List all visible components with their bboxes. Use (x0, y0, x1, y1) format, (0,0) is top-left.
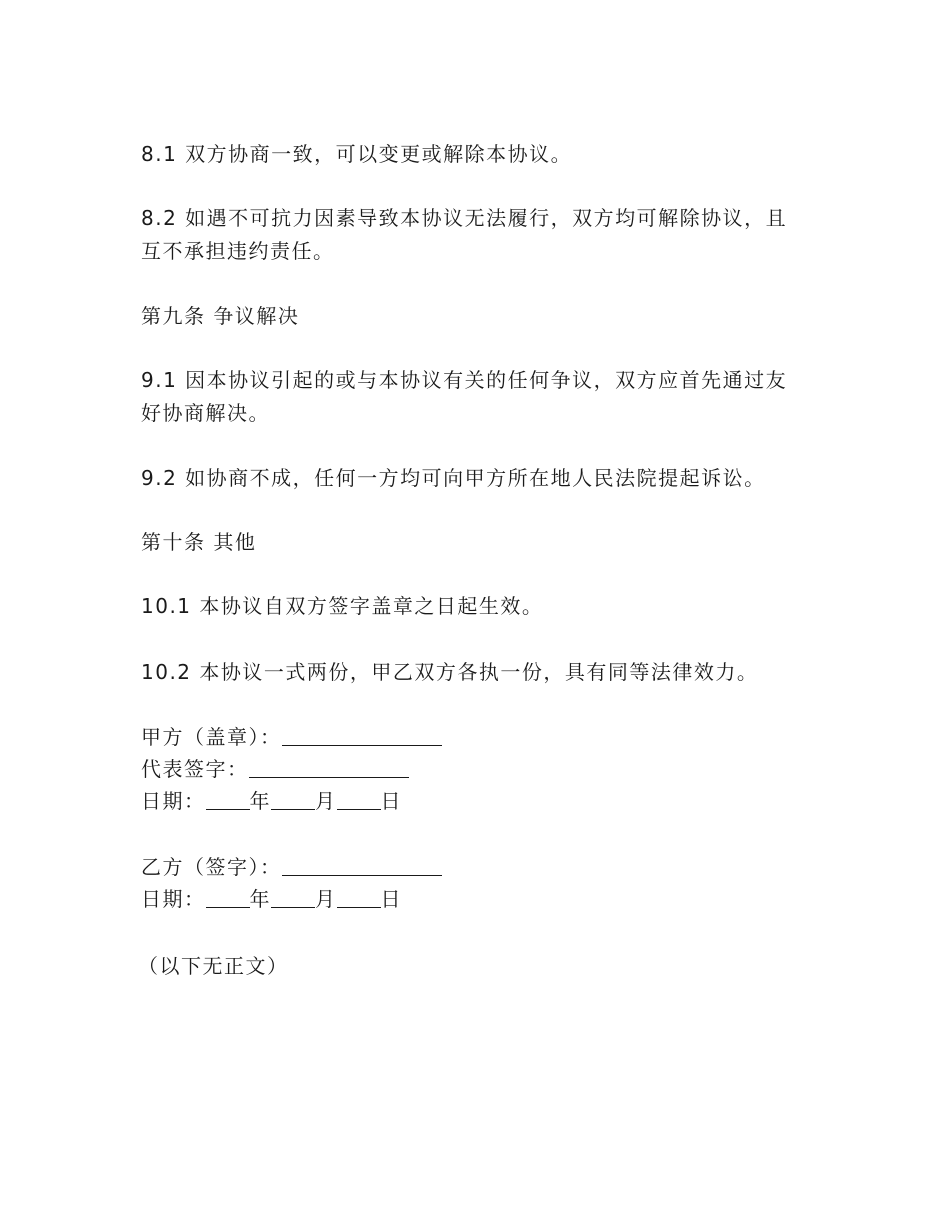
month-blank (271, 789, 315, 810)
month-label: 月 (315, 789, 337, 813)
month-blank (271, 887, 315, 908)
article-10-title: 第十条 其他 (141, 530, 257, 554)
day-blank (337, 789, 381, 810)
clause-10-1: 10.1 本协议自双方签字盖章之日起生效。 (141, 594, 544, 618)
year-label: 年 (249, 887, 271, 911)
representative-label: 代表签字： (141, 757, 249, 781)
clause-9-2: 9.2 如协商不成，任何一方均可向甲方所在地人民法院提起诉讼。 (141, 466, 766, 490)
party-b-label: 乙方（签字）： (141, 855, 282, 879)
party-a-blank (282, 725, 442, 746)
date-label: 日期： (141, 789, 206, 813)
year-blank (206, 887, 250, 908)
closing-note: （以下无正文） (138, 954, 289, 978)
party-b-blank (282, 855, 442, 876)
party-a-seal-line (141, 722, 442, 753)
clause-8-1: 8.1 双方协商一致，可以变更或解除本协议。 (141, 142, 573, 166)
party-b-date-line (141, 884, 402, 915)
day-label: 日 (380, 789, 402, 813)
year-label: 年 (249, 789, 271, 813)
clause-8-2-line-1: 8.2 如遇不可抗力因素导致本协议无法履行，双方均可解除协议，且 (141, 206, 788, 230)
clause-10-2: 10.2 本协议一式两份，甲乙双方各执一份，具有同等法律效力。 (141, 660, 759, 684)
party-a-label: 甲方（盖章）： (141, 725, 282, 749)
party-b-signature-line (141, 852, 442, 883)
date-label: 日期： (141, 887, 206, 911)
day-blank (337, 887, 381, 908)
clause-9-1-line-2: 好协商解决。 (141, 401, 270, 425)
representative-blank (249, 757, 409, 778)
clause-9-1-line-1: 9.1 因本协议引起的或与本协议有关的任何争议，双方应首先通过友 (141, 368, 788, 392)
day-label: 日 (380, 887, 402, 911)
month-label: 月 (315, 887, 337, 911)
article-9-title: 第九条 争议解决 (141, 304, 300, 328)
clause-8-2-line-2: 互不承担违约责任。 (141, 239, 335, 263)
year-blank (206, 789, 250, 810)
representative-signature-line (141, 754, 409, 785)
party-a-date-line (141, 786, 402, 817)
